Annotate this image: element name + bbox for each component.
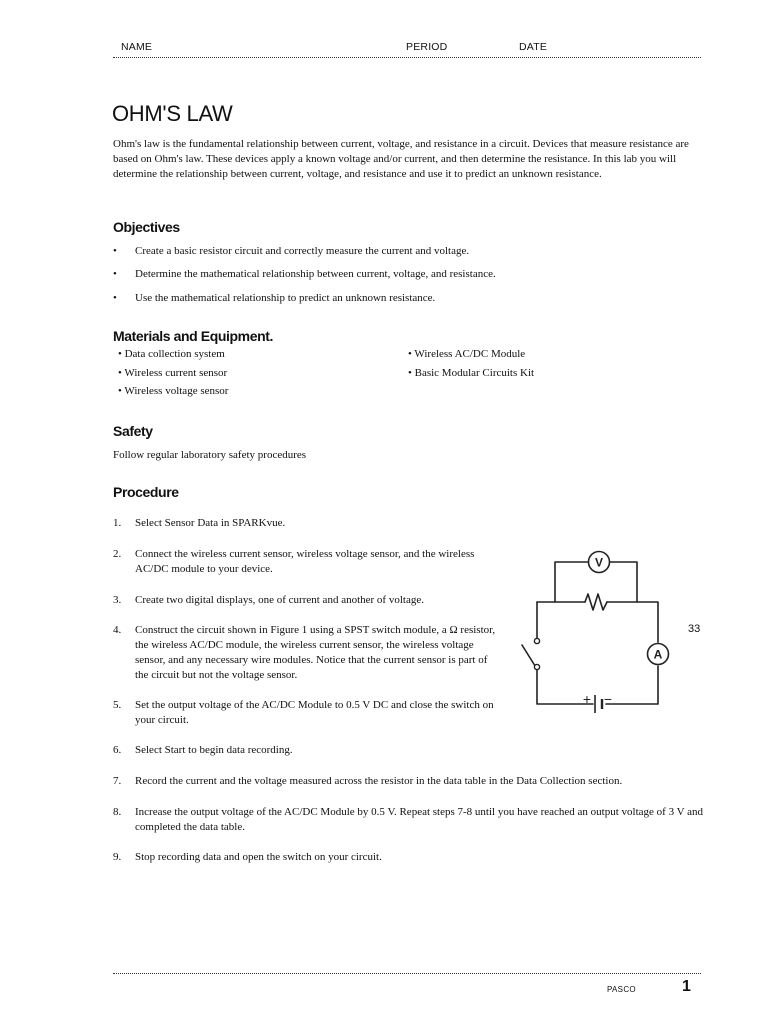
materials-item: • Basic Modular Circuits Kit — [408, 367, 535, 379]
procedure-step: 4. Construct the circuit shown in Figure 1 using a SPST switch module, a Ω resistor, the wireless AC/DC module, the wireless current sensor, the wireless voltage sensor, and any necessary wire modules. Notice that the current sensor is part of the circuit but not the voltage sensor. — [113, 624, 496, 681]
materials-item: • Data collection system — [118, 348, 225, 360]
safety-text: Follow regular laboratory safety procedures — [113, 449, 307, 461]
page-number: 1 — [682, 978, 691, 995]
objectives-heading: Objectives — [113, 219, 180, 235]
procedure-heading: Procedure — [113, 484, 179, 500]
footer-divider — [113, 973, 701, 974]
plus-sign: + — [582, 691, 592, 707]
materials-item: • Wireless AC/DC Module — [408, 348, 526, 360]
circuit-diagram — [500, 545, 680, 727]
bullet-icon: • — [113, 268, 117, 280]
name-label: NAME — [121, 41, 153, 53]
minus-sign: − — [603, 691, 613, 707]
publisher-label: PASCO — [607, 985, 636, 994]
procedure-step: 3. Create two digital displays, one of current and another of voltage. — [113, 594, 424, 606]
materials-item: • Wireless voltage sensor — [118, 385, 229, 397]
materials-item: • Wireless current sensor — [118, 367, 228, 379]
procedure-step: 1. Select Sensor Data in SPARKvue. — [113, 517, 286, 529]
procedure-step: 7. Record the current and the voltage measured across the resistor in the data table in the Data Collection section. — [113, 775, 623, 787]
materials-heading: Materials and Equipment. — [113, 328, 273, 344]
bullet-icon: • — [113, 245, 117, 257]
resistor-value: 33 — [688, 623, 701, 635]
voltmeter-wire-left — [555, 562, 588, 602]
voltmeter-wire-right — [610, 562, 637, 602]
period-label: PERIOD — [406, 41, 448, 53]
procedure-step: 2. Connect the wireless current sensor, wireless voltage sensor, and the wireless AC/DC module to your device. — [113, 548, 475, 575]
safety-heading: Safety — [113, 423, 153, 439]
date-label: DATE — [519, 41, 548, 53]
bullet-icon: • — [113, 292, 117, 304]
intro-paragraph: Ohm's law is the fundamental relationship between current, voltage, and resistance in a circuit. Devices that measure resistance are based on Ohm's law. These devices apply a known voltage and/or current, and then determine the resistance. In this lab you will determine the relationship between current, voltage, and resistance and use it to predict an unknown resistance. — [113, 138, 689, 181]
header-divider — [113, 57, 701, 58]
ammeter-label: A — [653, 647, 663, 662]
page-title: OHM'S LAW — [112, 101, 233, 126]
procedure-step: 5. Set the output voltage of the AC/DC Module to 0.5 V DC and close the switch on your circuit. — [113, 699, 494, 726]
procedure-step: 9. Stop recording data and open the switch on your circuit. — [113, 851, 382, 863]
procedure-step: 8. Increase the output voltage of the AC/DC Module by 0.5 V. Repeat steps 7-8 until you have reached an output voltage of 3 V and completed the data table. — [113, 806, 704, 833]
voltmeter-label: V — [594, 555, 604, 570]
resistor-icon — [585, 594, 607, 610]
procedure-step: 6. Select Start to begin data recording. — [113, 744, 293, 756]
